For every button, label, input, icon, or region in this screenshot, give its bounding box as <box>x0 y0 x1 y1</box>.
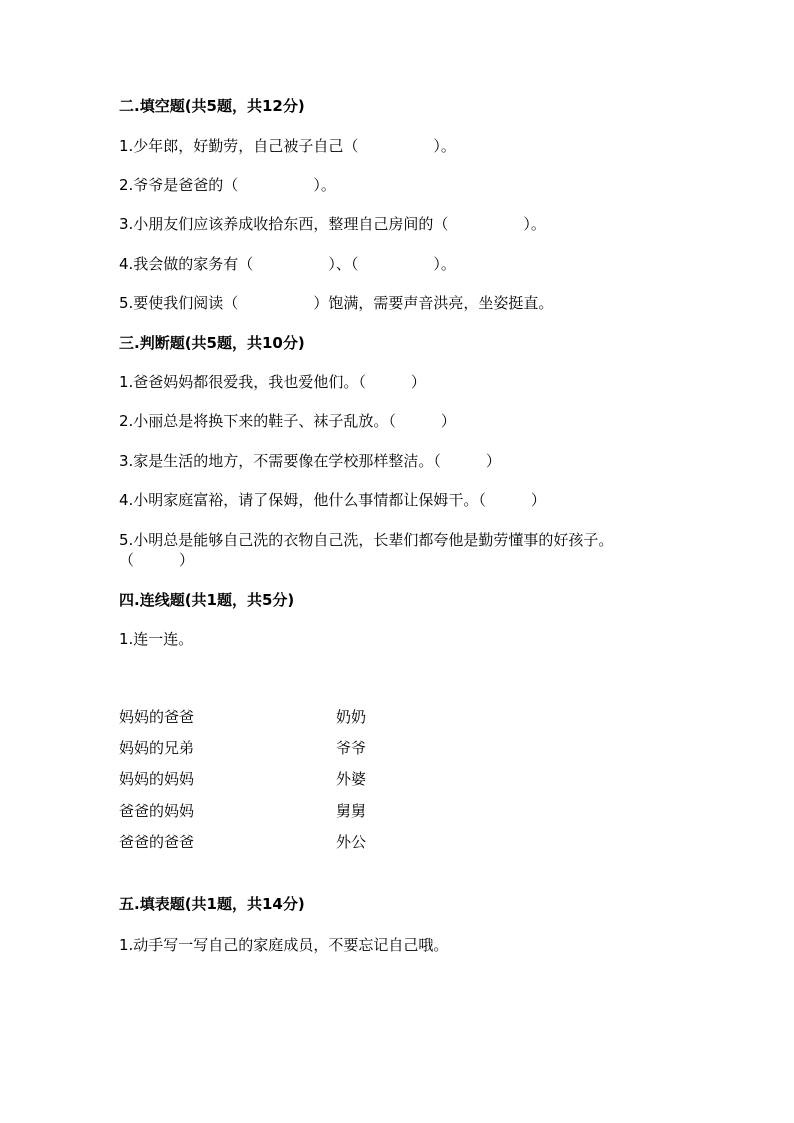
match-right-item: 外公 <box>336 833 367 851</box>
judge-question-1: 1.爸爸妈妈都很爱我，我也爱他们。（ ） <box>119 373 426 391</box>
table-section-title: 五.填表题(共1题，共14分) <box>119 895 305 913</box>
fill-question-1: 1.少年郎，好勤劳，自己被子自己（ ）。 <box>119 137 456 155</box>
match-left-item: 妈妈的爸爸 <box>119 708 195 726</box>
fill-question-5: 5.要使我们阅读（ ）饱满，需要声音洪亮，坐姿挺直。 <box>119 294 554 312</box>
judge-question-2: 2.小丽总是将换下来的鞋子、袜子乱放。（ ） <box>119 412 456 430</box>
fill-section-title: 二.填空题(共5题，共12分) <box>119 97 305 115</box>
judge-question-4: 4.小明家庭富裕，请了保姆，他什么事情都让保姆干。（ ） <box>119 491 546 509</box>
judge-section-title: 三.判断题(共5题，共10分) <box>119 334 305 352</box>
judge-question-5-bracket: （ ） <box>119 551 195 569</box>
match-left-item: 爸爸的妈妈 <box>119 802 195 820</box>
match-left-item: 爸爸的爸爸 <box>119 833 195 851</box>
match-right-item: 奶奶 <box>336 708 367 726</box>
match-question: 1.连一连。 <box>119 630 194 648</box>
judge-question-5: 5.小明总是能够自己洗的衣物自己洗，长辈们都夸他是勤劳懂事的好孩子。 <box>119 531 614 549</box>
match-left-item: 妈妈的妈妈 <box>119 770 195 788</box>
judge-question-3: 3.家是生活的地方，不需要像在学校那样整洁。（ ） <box>119 452 501 470</box>
match-right-item: 舅舅 <box>336 802 367 820</box>
fill-question-4: 4.我会做的家务有（ ）、（ ）。 <box>119 255 456 273</box>
match-right-item: 外婆 <box>336 770 367 788</box>
match-section-title: 四.连线题(共1题，共5分) <box>119 591 295 609</box>
match-right-item: 爷爷 <box>336 739 367 757</box>
fill-question-3: 3.小朋友们应该养成收拾东西，整理自己房间的（ ）。 <box>119 215 546 233</box>
match-left-item: 妈妈的兄弟 <box>119 739 195 757</box>
table-question: 1.动手写一写自己的家庭成员，不要忘记自己哦。 <box>119 936 449 954</box>
fill-question-2: 2.爷爷是爸爸的（ ）。 <box>119 176 336 194</box>
